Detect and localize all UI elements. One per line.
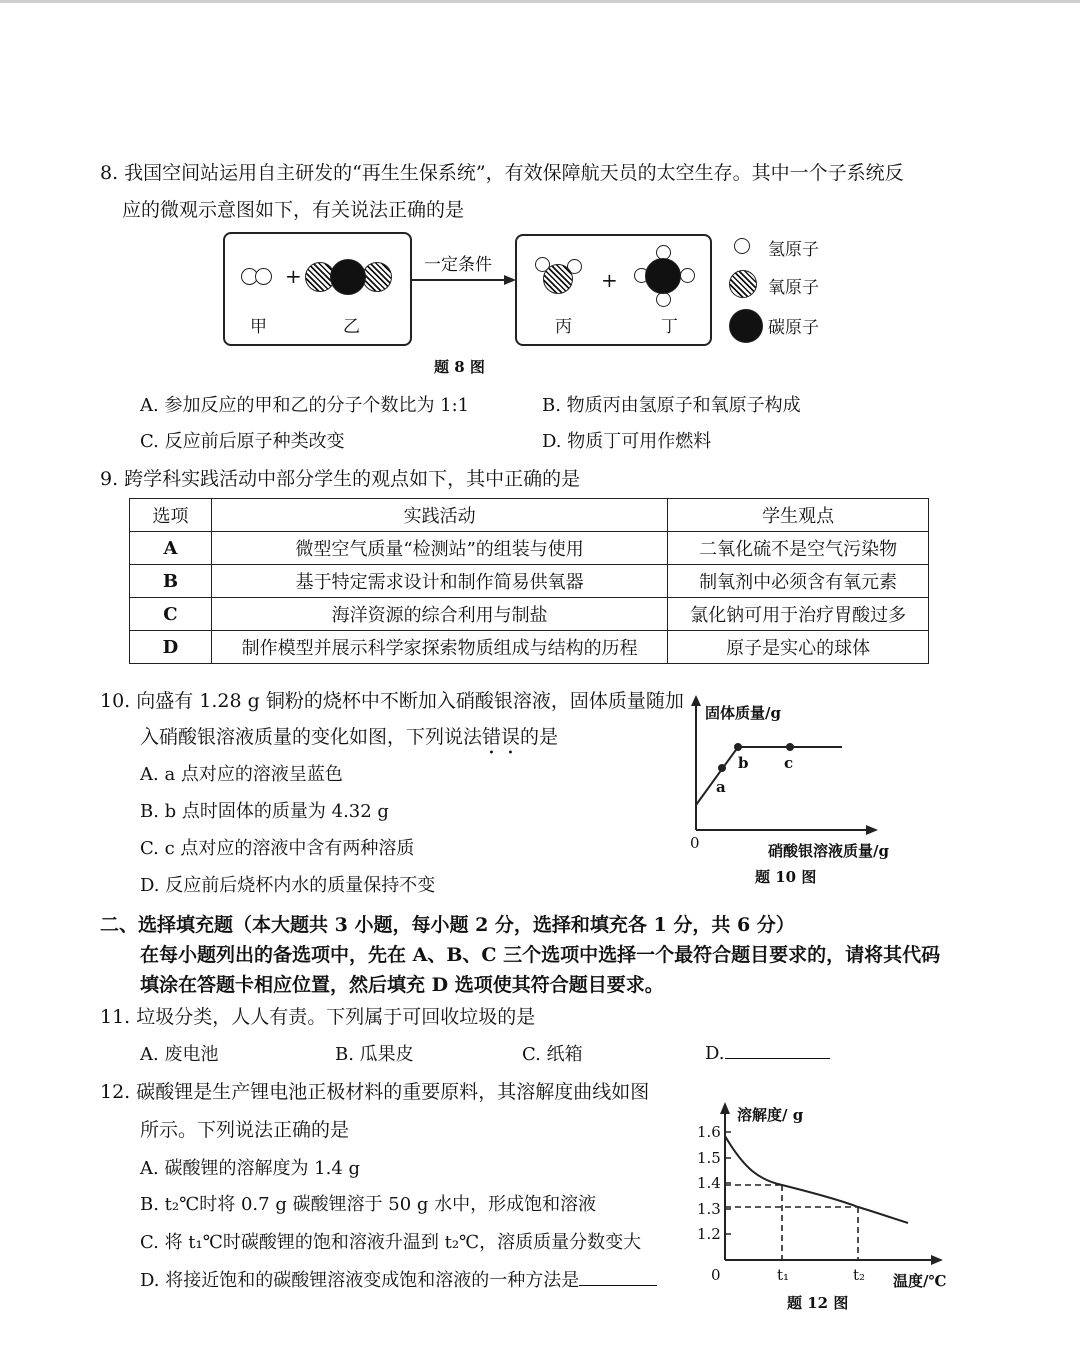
q11-stem: 11. 垃圾分类，人人有责。下列属于可回收垃圾的是 bbox=[100, 1006, 536, 1028]
table-cell: D bbox=[130, 631, 212, 664]
header-cell: 学生观点 bbox=[668, 499, 929, 532]
q12-ytick-1.6: 1.6 bbox=[697, 1123, 721, 1141]
section2-instructions-line2: 填涂在答题卡相应位置，然后填充 D 选项使其符合题目要求。 bbox=[140, 974, 664, 996]
q11-option-c: C. 纸箱 bbox=[522, 1044, 583, 1065]
q10-point-a-label: a bbox=[716, 778, 726, 796]
table-cell: C bbox=[130, 598, 212, 631]
q10-figure-caption: 题 10 图 bbox=[755, 868, 817, 886]
q8-option-b: B. 物质丙由氢原子和氧原子构成 bbox=[542, 395, 801, 416]
hydrogen-atom-icon bbox=[255, 268, 272, 285]
q12-option-d bbox=[140, 1266, 657, 1292]
q9-stem: 9. 跨学科实践活动中部分学生的观点如下，其中正确的是 bbox=[100, 468, 581, 490]
q11-option-d-label: D. bbox=[705, 1043, 725, 1064]
q12-option-c: C. 将 t₁℃时碳酸锂的饱和溶液升温到 t₂℃，溶质质量分数变大 bbox=[140, 1232, 642, 1253]
q10-x-axis-label: 硝酸银溶液质量/g bbox=[768, 842, 889, 860]
table-row bbox=[130, 598, 929, 631]
reaction-condition: 一定条件 bbox=[424, 255, 492, 275]
q12-origin-label: 0 bbox=[711, 1266, 721, 1284]
table-cell: 氯化钠可用于治疗胃酸过多 bbox=[668, 598, 929, 631]
q12-ytick-1.5: 1.5 bbox=[697, 1149, 721, 1167]
hydrogen-atom-icon bbox=[656, 292, 671, 307]
q9-table bbox=[129, 498, 929, 664]
table-cell: A bbox=[130, 532, 212, 565]
table-header-row bbox=[130, 499, 929, 532]
q12-stem-line1: 12. 碳酸锂是生产锂电池正极材料的重要原料，其溶解度曲线如图 bbox=[100, 1081, 650, 1103]
header-cell: 实践活动 bbox=[211, 499, 667, 532]
oxygen-atom-icon bbox=[543, 264, 573, 294]
q12-option-a: A. 碳酸锂的溶解度为 1.4 g bbox=[140, 1158, 361, 1179]
scan-top-border bbox=[0, 0, 1080, 3]
q10-stem-line1: 10. 向盛有 1.28 g 铜粉的烧杯中不断加入硝酸银溶液，固体质量随加 bbox=[100, 690, 684, 712]
q12-graph-axes bbox=[700, 1100, 945, 1268]
q10-stem-post: 的是 bbox=[520, 726, 559, 748]
q10-y-axis-label: 固体质量/g bbox=[705, 704, 781, 722]
q12-ytick-1.4: 1.4 bbox=[697, 1174, 721, 1192]
q11-option-d bbox=[705, 1040, 830, 1064]
oxygen-atom-icon bbox=[729, 270, 757, 298]
label-yi: 乙 bbox=[343, 317, 360, 337]
table-row bbox=[130, 565, 929, 598]
q12-y-axis-label: 溶解度/ g bbox=[737, 1106, 804, 1124]
q12-stem-line2: 所示。下列说法正确的是 bbox=[140, 1119, 350, 1141]
q11-fill-blank bbox=[725, 1040, 830, 1059]
q10-option-b: B. b 点时固体的质量为 4.32 g bbox=[140, 801, 389, 822]
oxygen-atom-icon bbox=[362, 262, 392, 292]
table-cell: 制作模型并展示科学家探索物质组成与结构的历程 bbox=[211, 631, 667, 664]
q11-option-a: A. 废电池 bbox=[140, 1044, 219, 1065]
table-cell: 微型空气质量“检测站”的组装与使用 bbox=[211, 532, 667, 565]
label-jia: 甲 bbox=[250, 317, 267, 337]
label-bing: 丙 bbox=[555, 317, 572, 337]
q10-origin-label: 0 bbox=[690, 834, 700, 852]
carbon-atom-icon bbox=[330, 259, 366, 295]
hydrogen-atom-icon bbox=[734, 238, 750, 254]
q10-option-d: D. 反应前后烧杯内水的质量保持不变 bbox=[140, 875, 436, 896]
table-row bbox=[130, 532, 929, 565]
table-row bbox=[130, 631, 929, 664]
plus-sign: + bbox=[285, 264, 302, 288]
q12-figure-caption: 题 12 图 bbox=[787, 1294, 849, 1312]
q11-option-b: B. 瓜果皮 bbox=[335, 1044, 414, 1065]
hydrogen-atom-icon bbox=[680, 268, 695, 283]
q10-stem-line2 bbox=[140, 722, 558, 759]
table-cell: 制氧剂中必须含有氧元素 bbox=[668, 565, 929, 598]
plus-sign: + bbox=[601, 268, 618, 292]
q8-option-c: C. 反应前后原子种类改变 bbox=[140, 431, 345, 452]
q12-xtick-t1: t₁ bbox=[777, 1266, 790, 1284]
section2-instructions-line1: 在每小题列出的备选项中，先在 A、B、C 三个选项中选择一个最符合题目要求的，请将其代码 bbox=[140, 944, 941, 966]
q12-x-axis-label: 温度/℃ bbox=[893, 1272, 947, 1290]
q10-point-b-label: b bbox=[738, 754, 749, 772]
carbon-atom-icon bbox=[645, 258, 681, 294]
q12-xtick-t2: t₂ bbox=[853, 1266, 866, 1284]
legend-carbon: 碳原子 bbox=[768, 318, 819, 338]
table-cell: 基于特定需求设计和制作简易供氧器 bbox=[211, 565, 667, 598]
table-cell: 原子是实心的球体 bbox=[668, 631, 929, 664]
table-cell: B bbox=[130, 565, 212, 598]
q8-option-a: A. 参加反应的甲和乙的分子个数比为 1:1 bbox=[140, 395, 470, 416]
table-cell: 二氧化硫不是空气污染物 bbox=[668, 532, 929, 565]
q10-emphasis-word: 错误 bbox=[482, 726, 521, 748]
q12-option-d-text: D. 将接近饱和的碳酸锂溶液变成饱和溶液的一种方法是 bbox=[140, 1270, 580, 1291]
reaction-arrow-icon bbox=[410, 272, 516, 288]
carbon-atom-icon bbox=[729, 309, 763, 343]
q10-stem-pre: 入硝酸银溶液质量的变化如图，下列说法 bbox=[140, 726, 483, 748]
q8-figure-caption: 题 8 图 bbox=[434, 358, 485, 376]
q10-option-a: A. a 点对应的溶液呈蓝色 bbox=[140, 764, 343, 785]
q12-ytick-1.2: 1.2 bbox=[697, 1225, 721, 1243]
q12-option-b: B. t₂℃时将 0.7 g 碳酸锂溶于 50 g 水中，形成饱和溶液 bbox=[140, 1194, 597, 1215]
q8-stem-line2: 应的微观示意图如下，有关说法正确的是 bbox=[122, 199, 465, 221]
label-ding: 丁 bbox=[661, 317, 678, 337]
header-cell: 选项 bbox=[130, 499, 212, 532]
section2-heading: 二、选择填充题（本大题共 3 小题，每小题 2 分，选择和填充各 1 分，共 6 分） bbox=[100, 914, 795, 936]
legend-oxygen: 氧原子 bbox=[768, 278, 819, 298]
legend-hydrogen: 氢原子 bbox=[768, 240, 819, 260]
q10-option-c: C. c 点对应的溶液中含有两种溶质 bbox=[140, 838, 415, 859]
q12-fill-blank bbox=[579, 1267, 657, 1286]
q8-stem-line1: 8. 我国空间站运用自主研发的“再生生保系统”，有效保障航天员的太空生存。其中一个子系统反 bbox=[100, 162, 904, 184]
q8-option-d: D. 物质丁可用作燃料 bbox=[542, 431, 712, 452]
q10-point-c-label: c bbox=[784, 754, 794, 772]
q12-ytick-1.3: 1.3 bbox=[697, 1200, 721, 1218]
table-cell: 海洋资源的综合利用与制盐 bbox=[211, 598, 667, 631]
